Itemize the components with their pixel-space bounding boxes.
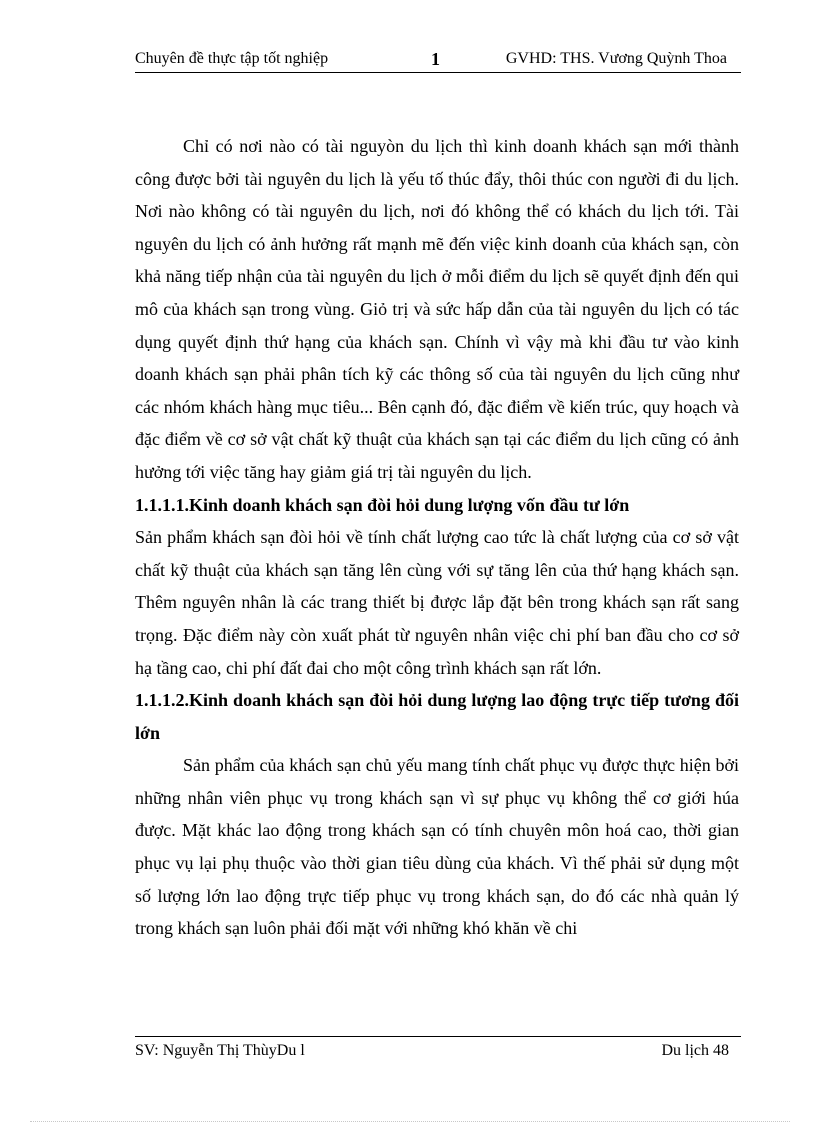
header-title: Chuyên đề thực tập tốt nghiệp xyxy=(135,50,329,67)
paragraph: Chỉ có nơi nào có tài nguyòn du lịch thì kinh doanh khách sạn mới thành công được bởi tài nguyên du lịch là yếu tố thúc đẩy, thôi thúc con người đi du lịch. Nơi nào không có tài nguyên du lịch, nơi đó không thể có khách du lịch tới. Tài nguyên du lịch có ảnh hưởng rất mạnh mẽ đến việc kinh doanh của khách sạn, còn khả năng tiếp nhận của tài nguyên du lịch ở mỗi điểm du lịch sẽ quyết định đến qui mô của khách sạn trong vùng. Giỏ trị và sức hấp dẫn của tài nguyên du lịch có tác dụng quyết định thứ hạng của khách sạn. Chính vì vậy mà khi đầu tư vào kinh doanh khách sạn phải phân tích kỹ các thông số của tài nguyên du lịch cũng như các nhóm khách hàng mục tiêu... Bên cạnh đó, đặc điểm về kiến trúc, quy hoạch và đặc điểm về cơ sở vật chất kỹ thuật của khách sạn tại các điểm du lịch cũng có ảnh hưởng tới việc tăng hay giảm giá trị tài nguyên du lịch. xyxy=(135,136,739,482)
footer-class: Du lịch 48 xyxy=(661,1042,729,1059)
paragraph: Sản phẩm khách sạn đòi hỏi về tính chất lượng cao tức là chất lượng của cơ sở vật chất kỹ thuật của khách sạn tăng lên cùng với sự tăng lên của thứ hạng khách sạn. Thêm nguyên nhân là các trang thiết bị được lắp đặt bên trong khách sạn rất sang trọng. Đặc điểm này còn xuất phát từ nguyên nhân việc chi phí ban đầu cho cơ sở hạ tầng cao, chi phí đất đai cho một công trình khách sạn rất lớn. xyxy=(135,527,739,678)
page-header xyxy=(135,48,741,73)
paragraph: Sản phẩm của khách sạn chủ yếu mang tính chất phục vụ được thực hiện bởi những nhân viên phục vụ trong khách sạn vì sự phục vụ không thể cơ giới húa được. Mặt khác lao động trong khách sạn có tính chuyên môn hoá cao, thời gian phục vụ lại phụ thuộc vào thời gian tiêu dùng của khách. Vì thế phải sử dụng một số lượng lớn lao động trực tiếp phục vụ trong khách sạn, do đó các nhà quản lý trong khách sạn luôn phải đối mặt với những khó khăn về chi xyxy=(135,755,739,939)
header-supervisor: GVHD: THS. Vương Quỳnh Thoa xyxy=(505,50,727,67)
footer-student: SV: Nguyễn Thị ThùyDu l xyxy=(135,1042,305,1059)
document-body xyxy=(135,130,739,945)
section-heading: 1.1.1.2.Kinh doanh khách sạn đòi hỏi dung lượng lao động trực tiếp tương đối lớn xyxy=(135,690,739,743)
section-heading: 1.1.1.1.Kinh doanh khách sạn đòi hỏi dung lượng vốn đầu tư lớn xyxy=(135,494,630,515)
page-footer xyxy=(135,1036,741,1063)
page-bottom-divider xyxy=(30,1121,790,1122)
page-number: 1 xyxy=(431,49,440,69)
